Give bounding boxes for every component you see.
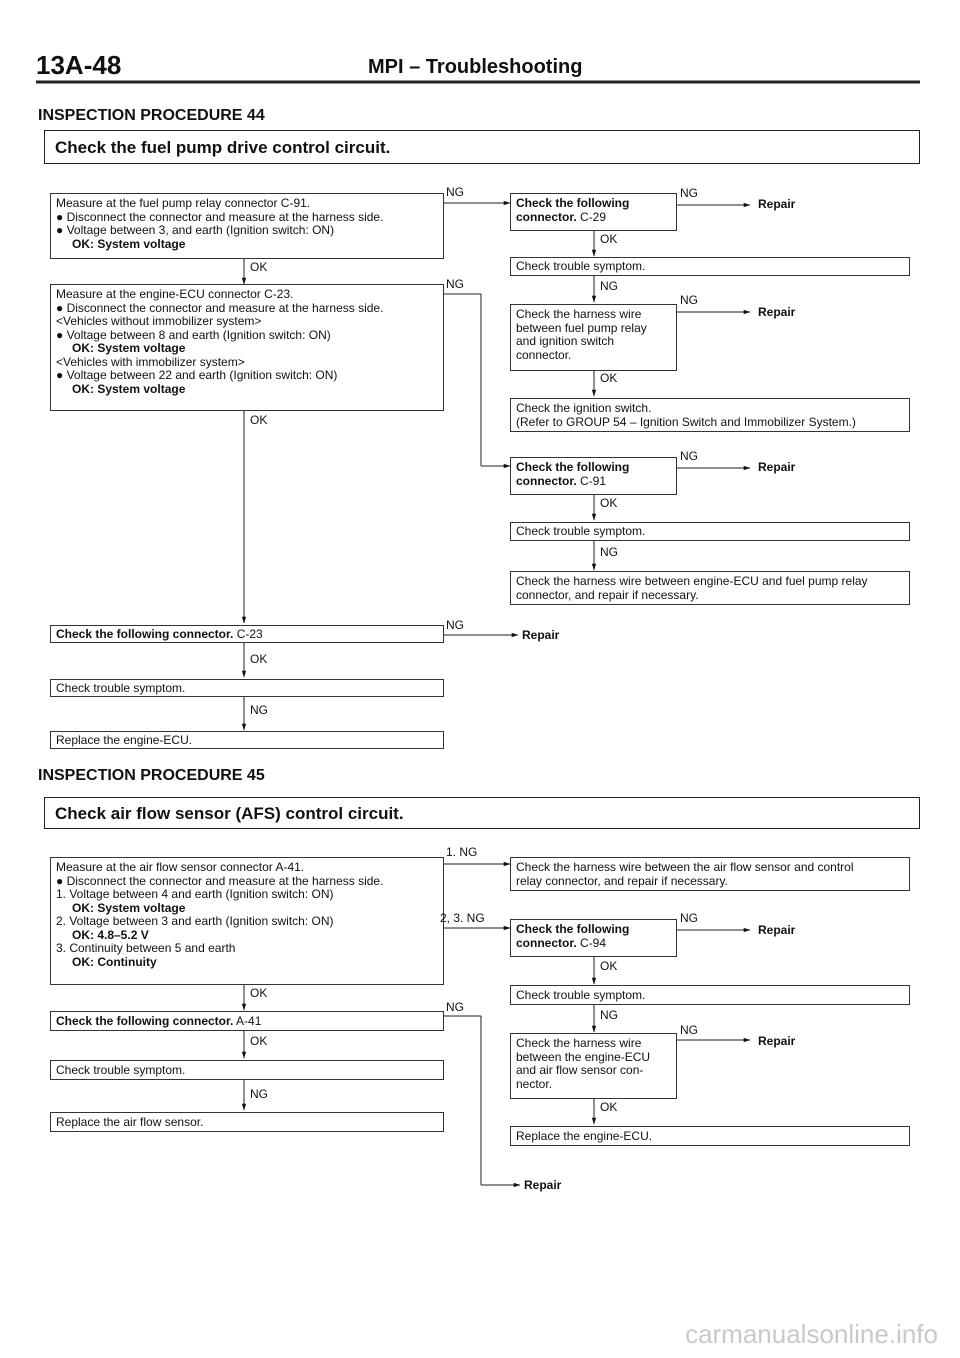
label-ng: NG: [680, 186, 698, 200]
p44-check-ignition-switch: Check the ignition switch. (Refer to GROUP 54 – Ignition Switch and Immobilizer System.): [510, 398, 910, 432]
p44-check-trouble-2: Check trouble symptom.: [510, 522, 910, 541]
p44-check-harness-relay-ignition: Check the harness wire between fuel pump relay and ignition switch connector.: [510, 304, 677, 371]
p45-check-harness-ecu-afs: Check the harness wire between the engine-ECU and air flow sensor con- nector.: [510, 1033, 677, 1099]
section-title: MPI – Troubleshooting: [368, 56, 583, 78]
p45-check-harness-afs-relay: Check the harness wire between the air flow sensor and control relay connector, and repair if necessary.: [510, 857, 910, 891]
p44-replace-ecu: Replace the engine-ECU.: [50, 731, 444, 749]
p44-check-connector-c29: Check the following connector. C-29: [510, 193, 677, 231]
label-ng: NG: [600, 279, 618, 293]
label-ng: NG: [680, 449, 698, 463]
label-ok: OK: [250, 1034, 268, 1048]
repair-label: Repair: [524, 1178, 562, 1192]
label-ok: OK: [600, 496, 618, 510]
label-ng: NG: [250, 703, 268, 717]
label-ok: OK: [600, 1100, 618, 1114]
procedure-45-heading: INSPECTION PROCEDURE 45: [38, 767, 265, 784]
procedure-44-heading: INSPECTION PROCEDURE 44: [38, 107, 265, 124]
p44-step-measure-ecu: Measure at the engine-ECU connector C-23. ● Disconnect the connector and measure at the harness side. <Vehicles without immobilizer system> ● Voltage between 8 and earth (Ignition switch: ON) OK: System voltage <Vehicles with immobilizer system> ● Voltage between 22 and earth (Ignition switch: ON) OK: System voltage: [50, 284, 444, 411]
p45-step-measure-afs: Measure at the air flow sensor connector A-41. ● Disconnect the connector and measure at the harness side. 1. Voltage between 4 and earth (Ignition switch: ON) OK: System voltage 2. Voltage between 3 and earth (Ignition switch: ON) OK: 4.8–5.2 V 3. Continuity between 5 and earth OK: Continuity: [50, 857, 444, 985]
label-ok: OK: [600, 959, 618, 973]
p44-check-connector-c91: Check the following connector. C-91: [510, 457, 677, 495]
repair-label: Repair: [758, 923, 796, 937]
page-number: 13A-48: [36, 50, 122, 80]
label-ng: NG: [446, 1000, 464, 1014]
label-ng: NG: [446, 185, 464, 199]
p44-check-connector-c23: Check the following connector. C-23: [50, 625, 444, 643]
repair-label: Repair: [758, 305, 796, 319]
label-ok: OK: [250, 652, 268, 666]
label-ok: OK: [250, 986, 268, 1000]
p45-check-trouble-right: Check trouble symptom.: [510, 985, 910, 1005]
repair-label: Repair: [758, 460, 796, 474]
label-ng: NG: [600, 1008, 618, 1022]
label-ok: OK: [600, 232, 618, 246]
p44-step-measure-relay: Measure at the fuel pump relay connector C-91. ● Disconnect the connector and measure at the harness side. ● Voltage between 3, and earth (Ignition switch: ON) OK: System voltage: [50, 193, 444, 259]
repair-label: Repair: [758, 197, 796, 211]
label-ng: NG: [250, 1087, 268, 1101]
label-ng-1: 1. NG: [446, 845, 478, 859]
p44-check-harness-ecu-relay: Check the harness wire between engine-ECU and fuel pump relay connector, and repair if necessary.: [510, 571, 910, 605]
label-ng: NG: [446, 618, 464, 632]
procedure-44-title: Check the fuel pump drive control circuit.: [44, 130, 920, 164]
label-ng: NG: [680, 911, 698, 925]
repair-label: Repair: [522, 628, 560, 642]
p45-check-connector-c94: Check the following connector. C-94: [510, 919, 677, 957]
p45-check-trouble: Check trouble symptom.: [50, 1060, 444, 1080]
label-ok: OK: [600, 371, 618, 385]
label-ng-2-3: 2, 3. NG: [440, 911, 485, 925]
procedure-45-title: Check air flow sensor (AFS) control circuit.: [44, 797, 920, 829]
p45-replace-ecu: Replace the engine-ECU.: [510, 1126, 910, 1146]
watermark: carmanualsonline.info: [685, 1319, 938, 1349]
label-ok: OK: [250, 413, 268, 427]
repair-label: Repair: [758, 1034, 796, 1048]
label-ok: OK: [250, 260, 268, 274]
label-ng: NG: [446, 277, 464, 291]
p44-check-trouble-1: Check trouble symptom.: [510, 257, 910, 276]
label-ng: NG: [680, 1023, 698, 1037]
p45-replace-afs: Replace the air flow sensor.: [50, 1112, 444, 1132]
p44-check-trouble: Check trouble symptom.: [50, 679, 444, 697]
label-ng: NG: [680, 293, 698, 307]
label-ng: NG: [600, 545, 618, 559]
p45-check-connector-a41: Check the following connector. A-41: [50, 1011, 444, 1031]
